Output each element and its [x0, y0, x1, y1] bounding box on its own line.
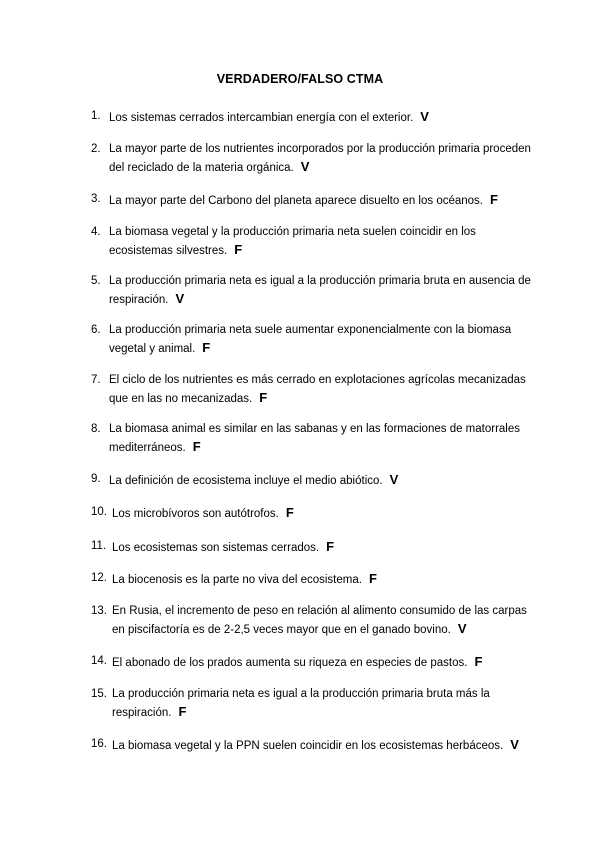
- question-item: [91, 141, 531, 177]
- question-text-wrap: [112, 603, 531, 639]
- question-number: 10.: [91, 506, 107, 518]
- question-text: La definición de ecosistema incluye el medio abiótico.: [109, 475, 383, 487]
- question-item: [91, 686, 531, 722]
- question-item: [91, 224, 531, 260]
- question-text: La biomasa animal es similar en las sabanas y en las formaciones de matorrales mediterráneos.: [109, 423, 521, 454]
- question-text-wrap: [112, 686, 531, 722]
- answer-mark: V: [389, 472, 399, 487]
- answer-mark: F: [326, 539, 335, 554]
- question-text-wrap: [109, 224, 531, 260]
- question-text-wrap: [109, 108, 531, 127]
- answer-mark: V: [510, 737, 519, 752]
- question-text-wrap: [109, 372, 531, 408]
- question-number: 7.: [91, 374, 101, 386]
- answer-mark: F: [285, 505, 294, 520]
- question-text: Los ecosistemas son sistemas cerrados.: [112, 542, 320, 554]
- question-item: [91, 372, 531, 408]
- question-text-wrap: [109, 322, 531, 358]
- question-text: Los sistemas cerrados intercambian energía con el exterior.: [109, 112, 414, 124]
- question-item: [91, 322, 531, 358]
- question-number: 1.: [91, 110, 101, 122]
- question-text-wrap: [112, 504, 531, 523]
- question-text-wrap: [109, 273, 531, 309]
- question-number: 12.: [91, 572, 107, 584]
- question-text-wrap: [112, 736, 531, 755]
- answer-mark: F: [490, 192, 498, 207]
- question-number: 3.: [91, 193, 101, 205]
- answer-mark: F: [259, 390, 268, 405]
- question-number: 11.: [91, 540, 107, 552]
- question-item: [91, 108, 531, 127]
- answer-mark: V: [300, 159, 310, 174]
- question-number: 15.: [91, 688, 107, 700]
- question-text-wrap: [109, 191, 531, 210]
- question-text-wrap: [112, 653, 531, 672]
- question-text: La biocenosis es la parte no viva del ecosistema.: [112, 574, 362, 586]
- question-number: 6.: [91, 324, 101, 336]
- question-item: [91, 421, 531, 457]
- question-text-wrap: [109, 421, 531, 457]
- page-title: VERDADERO/FALSO CTMA: [216, 72, 384, 86]
- question-text: La producción primaria neta es igual a la producción primaria bruta más la respiración.: [112, 688, 490, 719]
- question-item: [91, 273, 531, 309]
- answer-mark: V: [457, 621, 467, 636]
- answer-mark: F: [192, 439, 201, 454]
- question-text: En Rusia, el incremento de peso en relación al alimento consumido de las carpas en piscifactoría es de 2-2,5 veces mayor que en el ganado bovino.: [112, 605, 527, 636]
- question-number: 4.: [91, 226, 101, 238]
- answer-mark: V: [175, 291, 185, 306]
- question-number: 13.: [91, 605, 107, 617]
- answer-mark: F: [202, 340, 211, 355]
- question-text: La biomasa vegetal y la producción primaria neta suelen coincidir en los ecosistemas silvestres.: [109, 226, 476, 257]
- answer-mark: F: [234, 242, 243, 257]
- question-number: 9.: [91, 473, 101, 485]
- question-text-wrap: [109, 141, 531, 177]
- question-item: [91, 653, 531, 672]
- question-number: 14.: [91, 655, 107, 667]
- question-text: Los microbívoros son autótrofos.: [112, 508, 279, 520]
- question-text: La mayor parte de los nutrientes incorporados por la producción primaria proceden del reciclado de la materia orgánica.: [109, 143, 531, 174]
- question-item: [91, 191, 531, 210]
- question-item: [91, 538, 531, 557]
- answer-mark: F: [178, 704, 187, 719]
- question-text: La producción primaria neta suele aumentar exponencialmente con la biomasa vegetal y animal.: [109, 324, 512, 355]
- question-item: [91, 504, 531, 523]
- question-item: [91, 603, 531, 639]
- answer-mark: F: [474, 654, 483, 669]
- question-text: El ciclo de los nutrientes es más cerrado en explotaciones agrícolas mecanizadas que en las no mecanizadas.: [109, 374, 526, 405]
- answer-mark: F: [368, 571, 377, 586]
- question-text: La biomasa vegetal y la PPN suelen coincidir en los ecosistemas herbáceos.: [112, 740, 504, 752]
- question-text-wrap: [112, 570, 531, 589]
- question-item: [91, 736, 531, 755]
- question-text: El abonado de los prados aumenta su riqueza en especies de pastos.: [112, 657, 468, 669]
- question-item: [91, 570, 531, 589]
- question-number: 8.: [91, 423, 101, 435]
- question-text: La producción primaria neta es igual a la producción primaria bruta en ausencia de respiración.: [109, 275, 531, 306]
- question-text-wrap: [112, 538, 531, 557]
- question-text-wrap: [109, 471, 531, 490]
- question-number: 2.: [91, 143, 101, 155]
- question-item: [91, 471, 531, 490]
- question-number: 16.: [91, 738, 107, 750]
- question-number: 5.: [91, 275, 101, 287]
- question-text: La mayor parte del Carbono del planeta aparece disuelto en los océanos.: [109, 195, 483, 207]
- answer-mark: V: [420, 109, 429, 124]
